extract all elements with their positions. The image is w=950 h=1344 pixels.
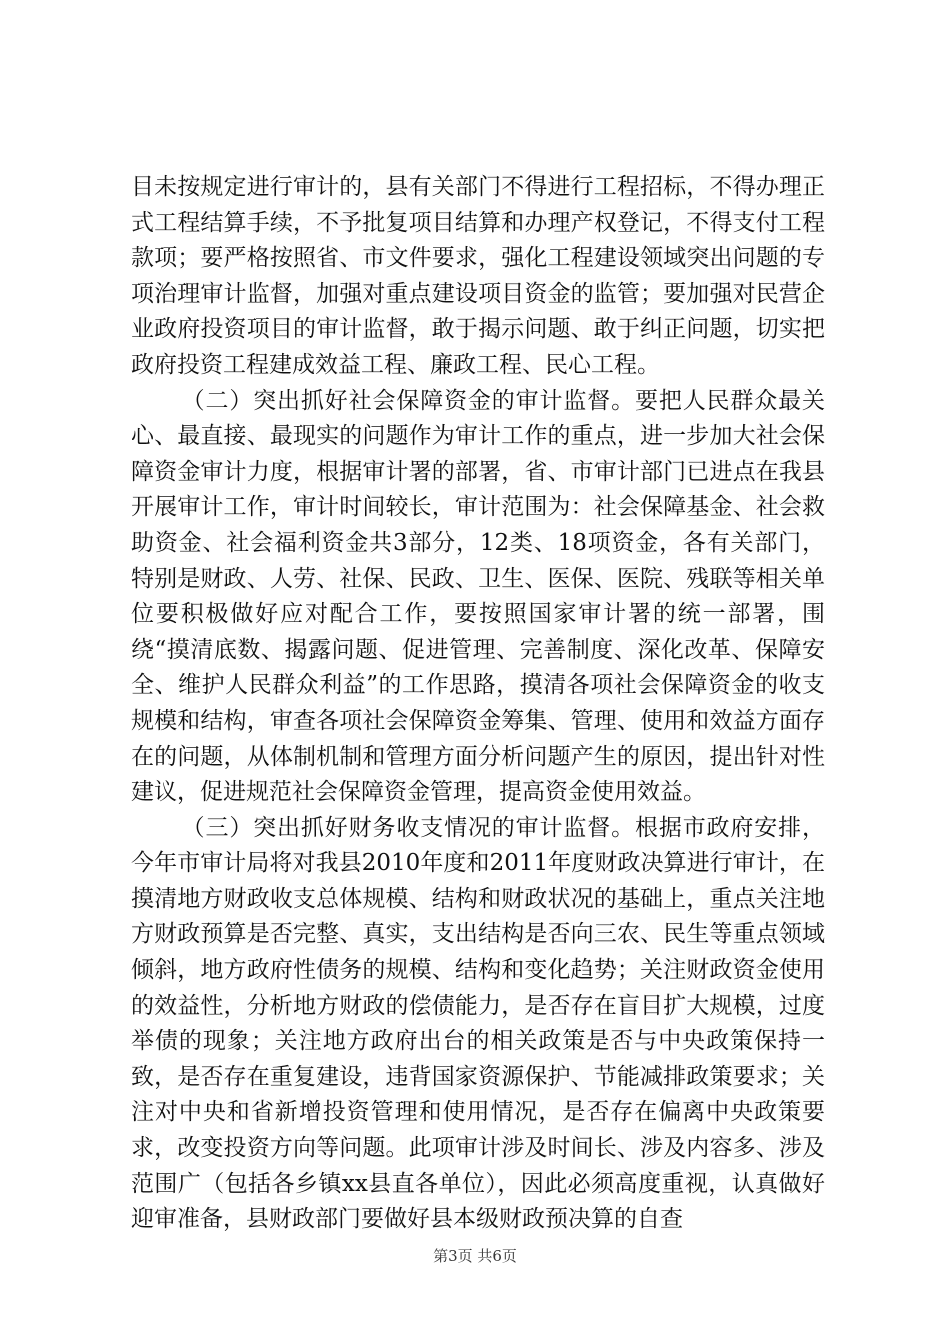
document-body — [131, 170, 825, 1238]
paragraph-social-security-audit: （二）突出抓好社会保障资金的审计监督。要把人民群众最关心、最直接、最现实的问题作为审计工作的重点，进一步加大社会保障资金审计力度，根据审计署的部署，省、市审计部门已进点在我县开展审计工作，审计时间较长，审计范围为：社会保障基金、社会救助资金、社会福利资金共3部分，12类、18项资金，各有关部门，特别是财政、人劳、社保、民政、卫生、医保、医院、残联等相关单位要积极做好应对配合工作，要按照国家审计署的统一部署，围绕“摸清底数、揭露问题、促进管理、完善制度、深化改革、保障安全、维护人民群众利益”的工作思路，摸清各项社会保障资金的收支规模和结构，审查各项社会保障资金筹集、管理、使用和效益方面存在的问题，从体制机制和管理方面分析问题产生的原因，提出针对性建议，促进规范社会保障资金管理，提高资金使用效益。 — [131, 387, 825, 806]
page-number-footer: 第3页 共6页 — [433, 1247, 517, 1265]
paragraph-financial-audit: （三）突出抓好财务收支情况的审计监督。根据市政府安排，今年市审计局将对我县2010年度和2011年度财政决算进行审计，在摸清地方财政收支总体规模、结构和财政状况的基础上，重点关注地方财政预算是否完整、真实，支出结构是否向三农、民生等重点领域倾斜，地方政府性债务的规模、结构和变化趋势；关注财政资金使用的效益性，分析地方财政的偿债能力，是否存在盲目扩大规模，过度举债的现象；关注地方政府出台的相关政策是否与中央政策保持一致，是否存在重复建设，违背国家资源保护、节能减排政策要求；关注对中央和省新增投资管理和使用情况，是否存在偏离中央政策要求，改变投资方向等问题。此项审计涉及时间长、涉及内容多、涉及范围广（包括各乡镇xx县直各单位），因此必须高度重视，认真做好迎审准备，县财政部门要做好县本级财政预决算的自查 — [131, 814, 825, 1233]
paragraph-continuation: 目未按规定进行审计的，县有关部门不得进行工程招标，不得办理正式工程结算手续，不予批复项目结算和办理产权登记，不得支付工程款项；要严格按照省、市文件要求，强化工程建设领域突出问题的专项治理审计监督，加强对重点建设项目资金的监管；要加强对民营企业政府投资项目的审计监督，敢于揭示问题、敢于纠正问题，切实把政府投资工程建成效益工程、廉政工程、民心工程。 — [131, 174, 825, 378]
